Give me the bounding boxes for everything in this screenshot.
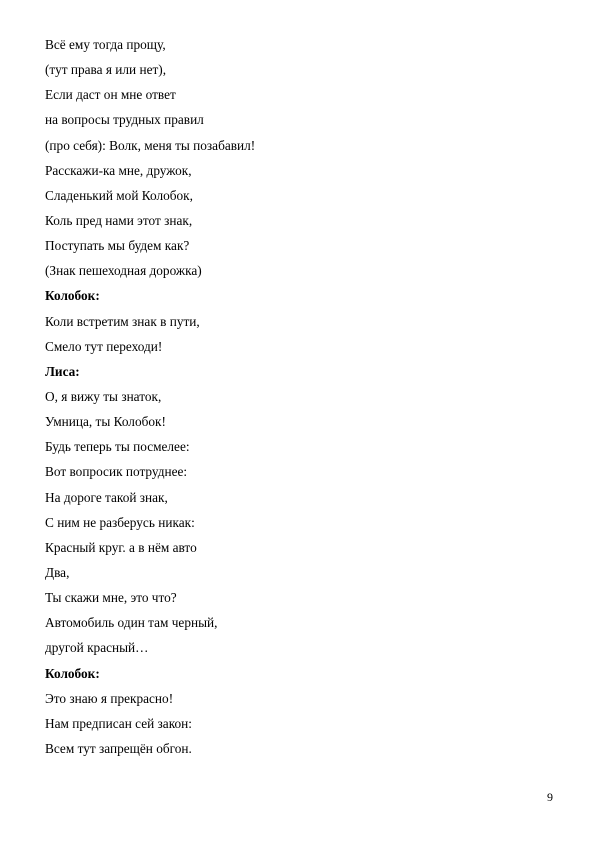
speaker-name: Колобок: xyxy=(45,665,100,681)
verse-line: Будь теперь ты посмелее: xyxy=(45,439,190,455)
verse-line: На дороге такой знак, xyxy=(45,489,168,505)
verse-line: (про себя): Волк, меня ты позабавил! xyxy=(45,137,256,153)
verse-line: Всё ему тогда прощу, xyxy=(45,37,166,52)
verse-line: на вопросы трудных правил xyxy=(45,112,204,128)
verse-line: Нам предписан сей закон: xyxy=(45,715,192,731)
verse-line: Автомобиль один там черный, xyxy=(45,615,218,631)
verse-line: Всем тут запрещён обгон. xyxy=(45,740,192,756)
verse-line: другой красный… xyxy=(45,640,149,656)
verse-line: Это знаю я прекрасно! xyxy=(45,690,174,706)
verse-line: Расскажи-ка мне, дружок, xyxy=(45,162,192,178)
verse-line: Красный круг. а в нём авто xyxy=(45,539,197,555)
verse-line: О, я вижу ты знаток, xyxy=(45,388,162,404)
speaker-name: Колобок: xyxy=(45,288,100,304)
text-body xyxy=(45,37,555,766)
verse-line: Умница, ты Колобок! xyxy=(45,414,166,430)
verse-line: (Знак пешеходная дорожка) xyxy=(45,263,202,279)
speaker-name: Лиса: xyxy=(45,363,80,379)
verse-line: Коль пред нами этот знак, xyxy=(45,212,193,228)
verse-line: С ним не разберусь никак: xyxy=(45,514,195,530)
verse-line: Ты скажи мне, это что? xyxy=(45,590,177,606)
verse-line: Вот вопросик потруднее: xyxy=(45,464,188,480)
verse-line: Коли встретим знак в пути, xyxy=(45,313,200,329)
verse-line: Смело тут переходи! xyxy=(45,338,163,354)
verse-line: Два, xyxy=(45,564,70,580)
verse-line: (тут права я или нет), xyxy=(45,62,167,78)
verse-line: Если даст он мне ответ xyxy=(45,87,176,103)
verse-line: Поступать мы будем как? xyxy=(45,238,190,254)
page-number: 9 xyxy=(547,790,553,804)
verse-line: Сладенький мой Колобок, xyxy=(45,187,193,203)
